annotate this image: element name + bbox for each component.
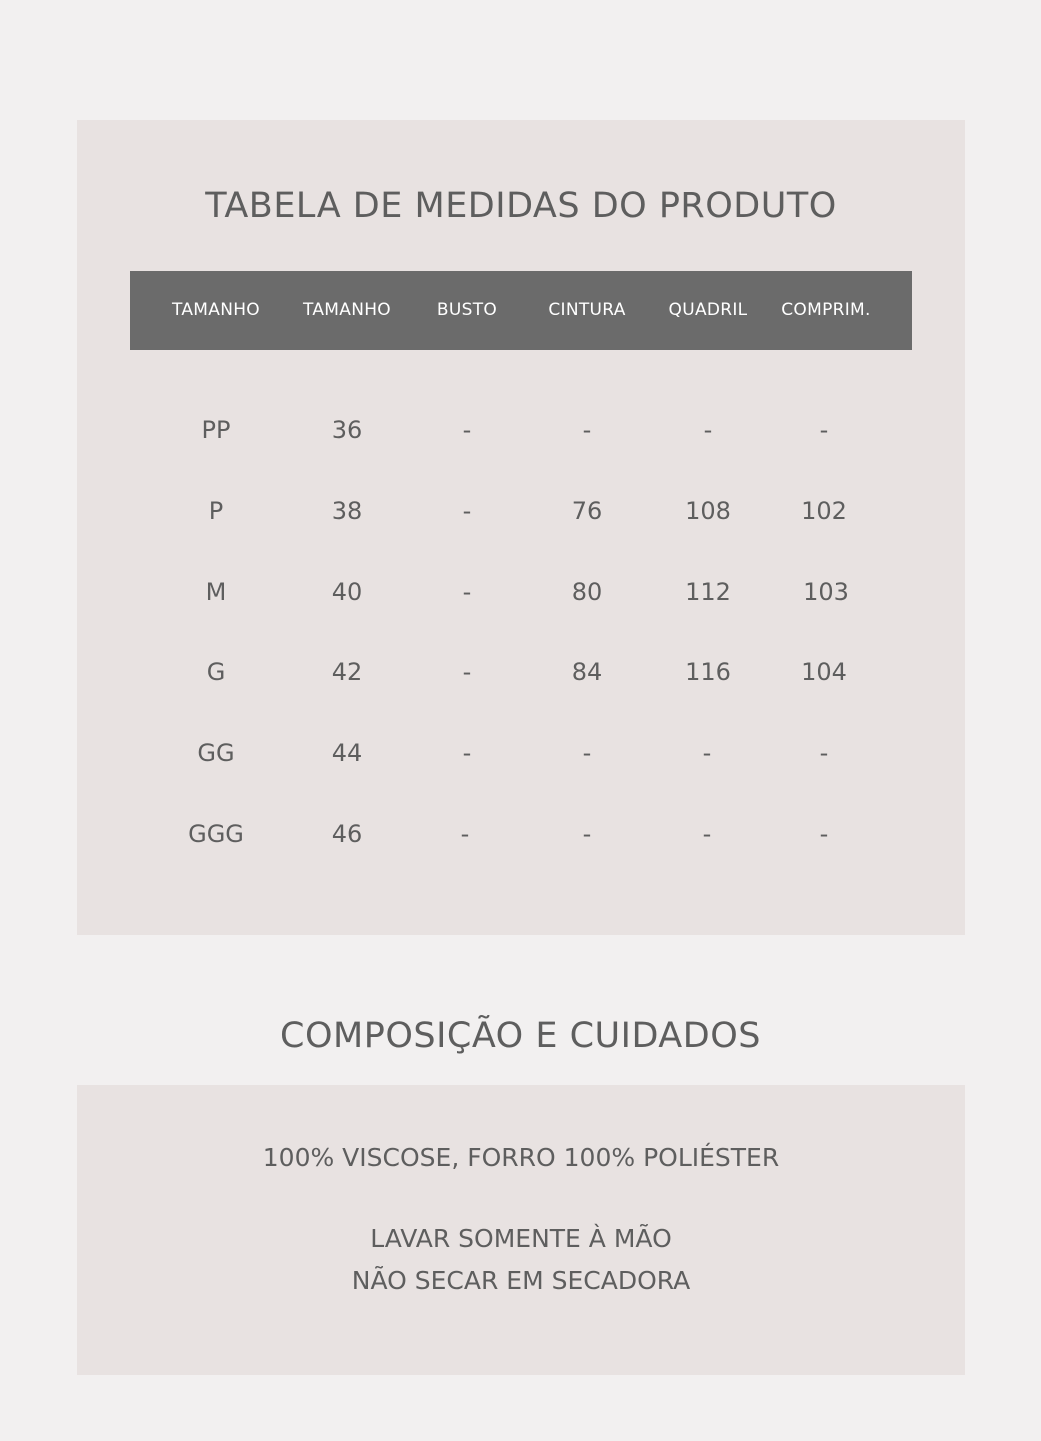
cell-waist: - bbox=[582, 739, 592, 767]
cell-length: - bbox=[819, 416, 829, 444]
cell-size-letter: PP bbox=[201, 416, 231, 444]
header-size-number: TAMANHO bbox=[303, 300, 391, 320]
table-row bbox=[77, 814, 965, 854]
care-instruction: NÃO SECAR EM SECADORA bbox=[351, 1266, 691, 1295]
cell-bust: - bbox=[460, 820, 470, 848]
cell-hip: - bbox=[702, 820, 712, 848]
cell-size-letter: P bbox=[208, 497, 224, 525]
cell-size-number: 40 bbox=[331, 578, 363, 606]
table-row bbox=[77, 491, 965, 531]
table-row bbox=[77, 572, 965, 612]
composition-title: COMPOSIÇÃO E CUIDADOS bbox=[280, 1016, 761, 1056]
cell-waist: - bbox=[582, 416, 592, 444]
cell-waist: 80 bbox=[571, 578, 603, 606]
cell-size-number: 36 bbox=[331, 416, 363, 444]
material-text: 100% VISCOSE, FORRO 100% POLIÉSTER bbox=[262, 1143, 780, 1172]
cell-length: 103 bbox=[803, 578, 849, 606]
cell-waist: - bbox=[582, 820, 592, 848]
composition-panel bbox=[77, 1085, 965, 1375]
cell-size-number: 38 bbox=[331, 497, 363, 525]
size-table-title: TABELA DE MEDIDAS DO PRODUTO bbox=[205, 186, 837, 226]
table-row bbox=[77, 410, 965, 450]
cell-hip: - bbox=[702, 739, 712, 767]
header-hip: QUADRIL bbox=[668, 300, 748, 320]
cell-length: 104 bbox=[801, 658, 847, 686]
cell-size-number: 44 bbox=[331, 739, 363, 767]
cell-hip: 116 bbox=[685, 658, 731, 686]
table-row bbox=[77, 652, 965, 692]
cell-size-number: 42 bbox=[331, 658, 363, 686]
header-size-letter: TAMANHO bbox=[172, 300, 260, 320]
cell-hip: - bbox=[703, 416, 713, 444]
cell-hip: 108 bbox=[685, 497, 731, 525]
cell-length: - bbox=[819, 739, 829, 767]
cell-size-letter: G bbox=[206, 658, 226, 686]
cell-bust: - bbox=[462, 416, 472, 444]
cell-waist: 76 bbox=[571, 497, 603, 525]
size-table-header bbox=[130, 271, 912, 350]
cell-bust: - bbox=[462, 578, 472, 606]
header-length: COMPRIM. bbox=[781, 300, 871, 320]
cell-bust: - bbox=[462, 497, 472, 525]
size-table-panel bbox=[77, 120, 965, 935]
cell-size-letter: M bbox=[205, 578, 227, 606]
cell-size-letter: GGG bbox=[188, 820, 244, 848]
cell-hip: 112 bbox=[685, 578, 731, 606]
cell-waist: 84 bbox=[571, 658, 603, 686]
cell-bust: - bbox=[462, 658, 472, 686]
cell-size-number: 46 bbox=[331, 820, 363, 848]
cell-bust: - bbox=[462, 739, 472, 767]
table-row bbox=[77, 733, 965, 773]
header-bust: BUSTO bbox=[436, 300, 498, 320]
header-waist: CINTURA bbox=[548, 300, 626, 320]
cell-length: 102 bbox=[801, 497, 847, 525]
cell-length: - bbox=[819, 820, 829, 848]
cell-size-letter: GG bbox=[197, 739, 235, 767]
care-instruction: LAVAR SOMENTE À MÃO bbox=[370, 1224, 672, 1253]
